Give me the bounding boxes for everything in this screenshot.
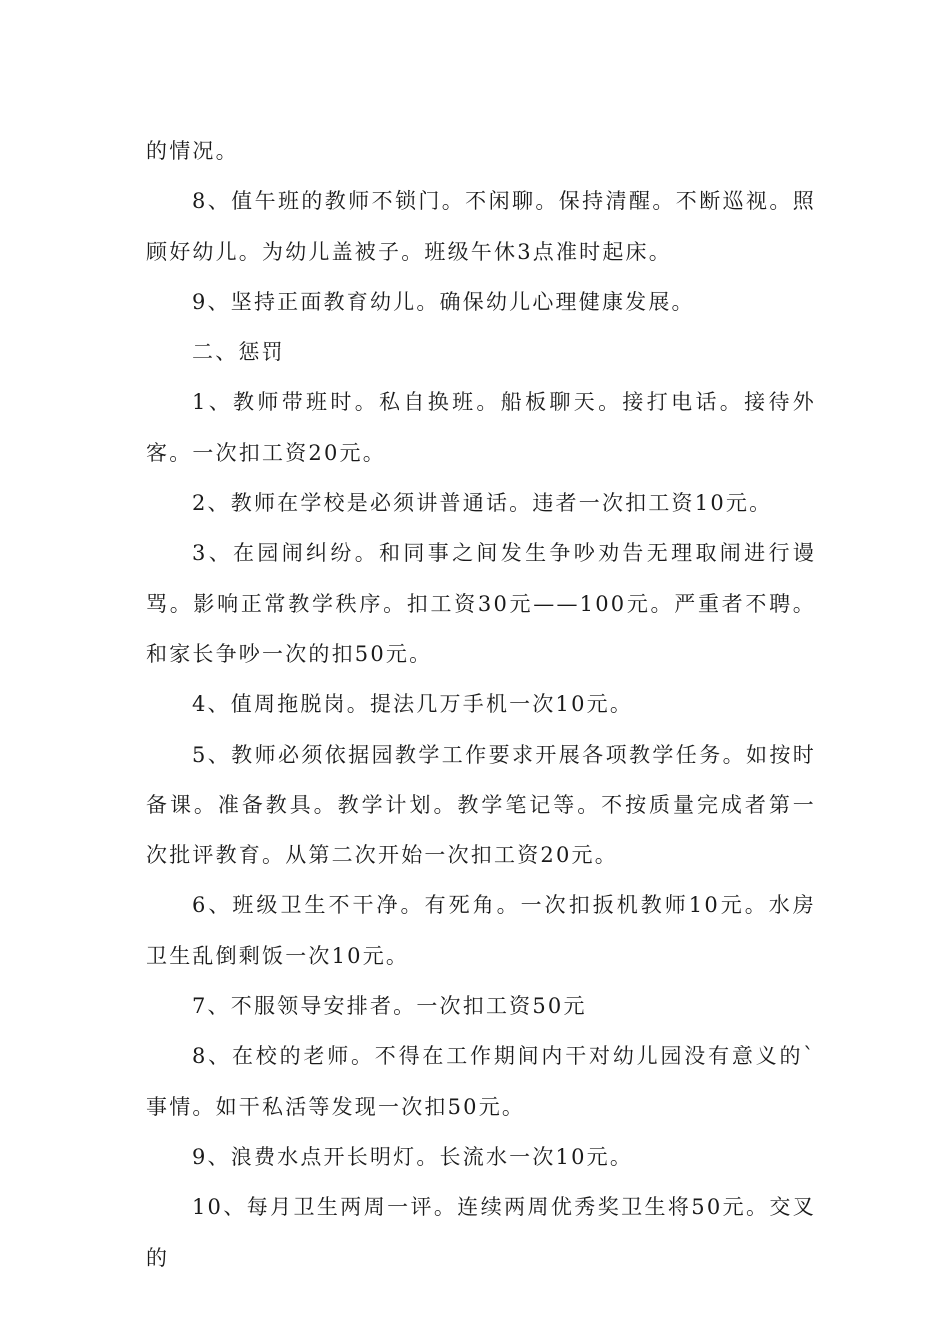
penalty-item-8: 8、在校的老师。不得在工作期间内干对幼儿园没有意义的`事情。如干私活等发现一次扣50元。 [146,1044,816,1119]
paragraph-continuation: 的情况。 [146,139,239,163]
penalty-item-7: 7、不服领导安排者。一次扣工资50元 [192,994,587,1019]
paragraph-item-9: 9、坚持正面教育幼儿。确保幼儿心理健康发展。 [192,289,695,314]
penalty-item-10: 10、每月卫生两周一评。连续两周优秀奖卫生将50元。交叉的 [146,1195,816,1270]
penalty-item-1: 1、教师带班时。私自换班。船板聊天。接打电话。接待外客。一次扣工资20元。 [146,390,816,465]
document-body [146,126,816,1283]
paragraph-item-8: 8、值午班的教师不锁门。不闲聊。保持清醒。不断巡视。照顾好幼儿。为幼儿盖被子。班级午休3点准时起床。 [146,189,816,264]
section-heading-penalties: 二、惩罚 [192,340,285,365]
penalty-item-5: 5、教师必须依据园教学工作要求开展各项教学任务。如按时备课。准备教具。教学计划。教学笔记等。不按质量完成者第一次批评教育。从第二次开始一次扣工资20元。 [146,742,816,868]
penalty-item-4: 4、值周拖脱岗。提法几万手机一次10元。 [192,692,634,717]
penalty-item-3: 3、在园闹纠纷。和同事之间发生争吵劝告无理取闹进行谩骂。影响正常教学秩序。扣工资30元——100元。严重者不聘。和家长争吵一次的扣50元。 [146,541,816,666]
penalty-item-6: 6、班级卫生不干净。有死角。一次扣扳机教师10元。水房卫生乱倒剩饭一次10元。 [146,893,816,968]
penalty-item-9: 9、浪费水点开长明灯。长流水一次10元。 [192,1144,634,1169]
penalty-item-2: 2、教师在学校是必须讲普通话。违者一次扣工资10元。 [192,491,773,516]
